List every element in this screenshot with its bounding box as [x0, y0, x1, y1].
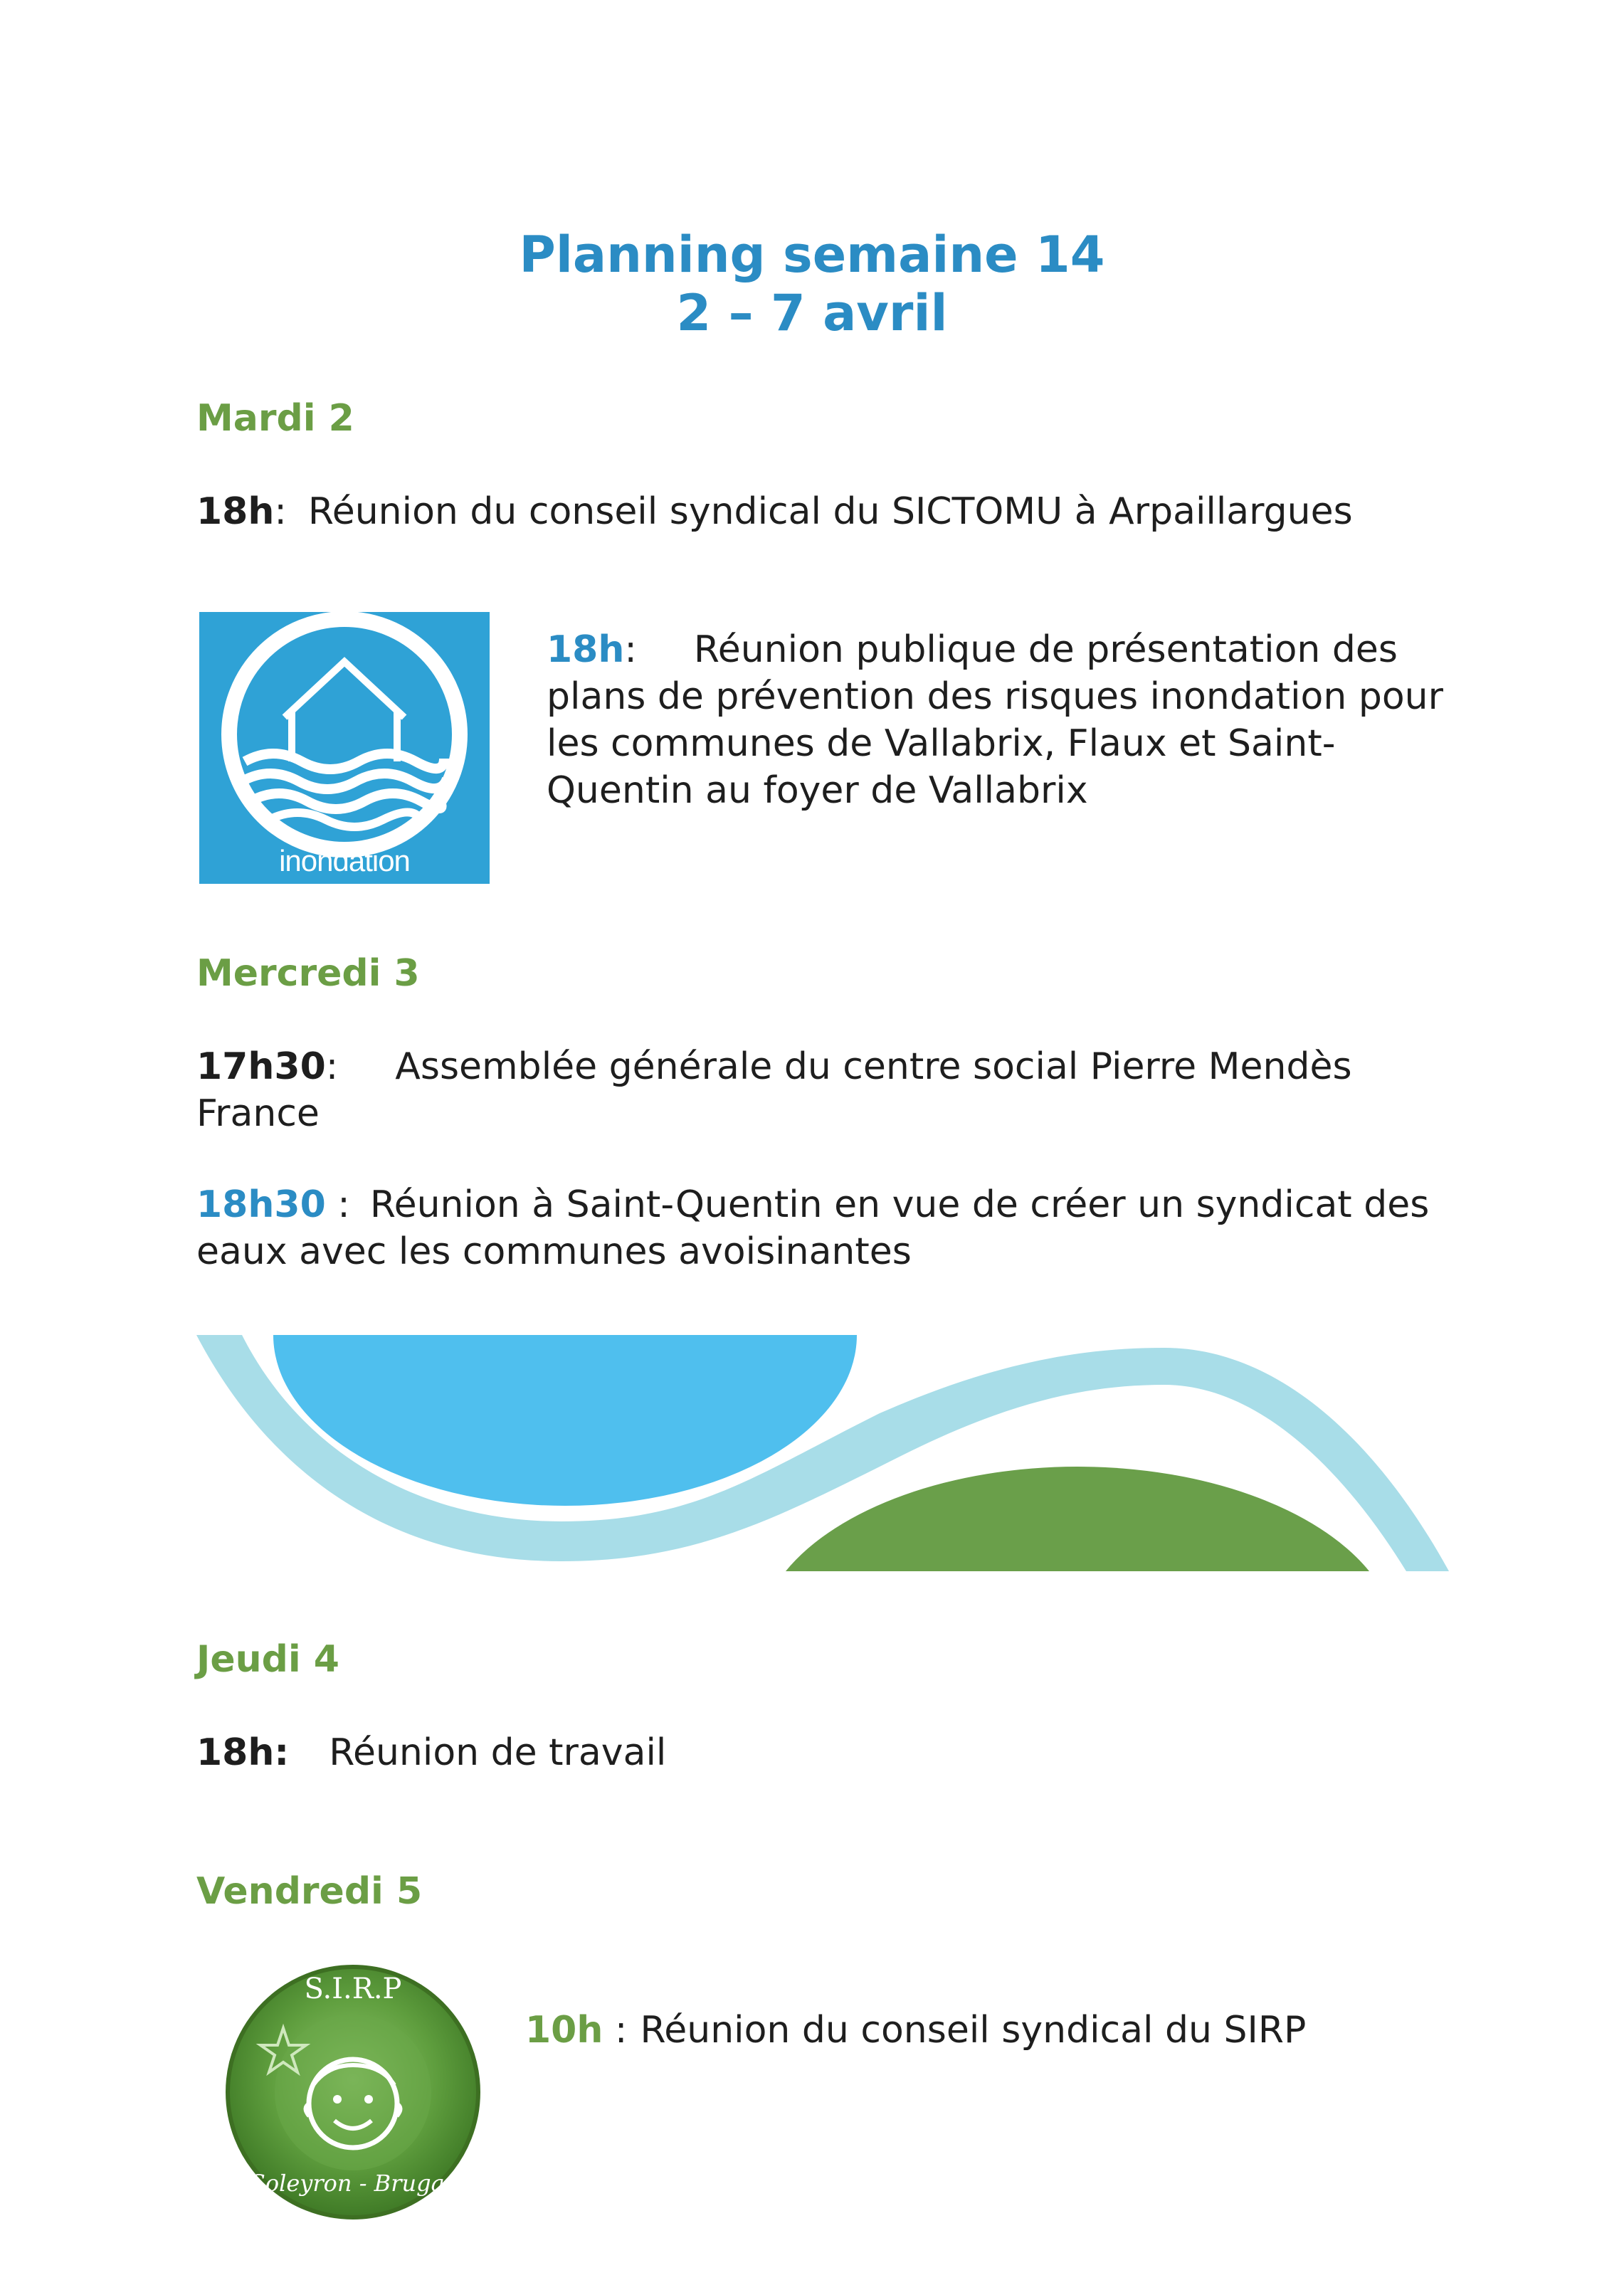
sirp-logo [221, 1958, 485, 2226]
event-mardi-1 [196, 488, 1353, 535]
event-sep: : [603, 2009, 628, 2052]
sirp-top-label: S.I.R.P [304, 1973, 402, 2005]
page-title: Planning semaine 14 [519, 226, 1105, 284]
event-time: 18h [547, 628, 625, 671]
water-syndicate-logo [196, 1335, 1449, 1577]
event-mercredi-2 [196, 1181, 1449, 1275]
event-sep: : [274, 490, 287, 533]
event-text: Réunion du conseil syndical du SICTOMU à Arpaillargues [307, 490, 1353, 533]
event-text: Réunion à Saint-Quentin en vue de créer un syndicat des eaux avec les communes avoisinantes [196, 1183, 1430, 1273]
event-jeudi-1 [196, 1729, 666, 1776]
event-time: 18h: [196, 1731, 290, 1774]
event-mercredi-1 [196, 1043, 1435, 1137]
event-vendredi-1 [525, 2007, 1306, 2054]
day-heading-mardi: Mardi 2 [196, 397, 354, 440]
day-heading-mercredi: Mercredi 3 [196, 952, 420, 995]
event-time: 10h [525, 2009, 603, 2052]
event-time: 18h30 [196, 1183, 326, 1226]
event-sep: : [325, 1045, 339, 1088]
event-text: Réunion de travail [329, 1731, 667, 1774]
event-sep: : [624, 628, 637, 671]
event-sep: : [325, 1183, 350, 1226]
inondation-label: inondation [279, 844, 410, 877]
page-subtitle: 2 – 7 avril [676, 284, 948, 342]
sirp-bottom-label: Soleyron - Brugas [249, 2170, 457, 2197]
water-hill-graphic [196, 1335, 1449, 1577]
event-time: 18h [196, 490, 275, 533]
event-time: 17h30 [196, 1045, 326, 1088]
day-heading-jeudi: Jeudi 4 [196, 1638, 339, 1681]
event-text: Assemblée générale du centre social Pierre Mendès France [196, 1045, 1352, 1135]
inondation-logo [199, 612, 490, 884]
event-mardi-2 [547, 626, 1465, 814]
event-text: Réunion publique de présentation des plans de prévention des risques inondation pour les communes de Vallabrix, Flaux et Saint-Quentin au foyer de Vallabrix [547, 628, 1443, 812]
day-heading-vendredi: Vendredi 5 [196, 1870, 423, 1913]
event-text: Réunion du conseil syndical du SIRP [640, 2009, 1307, 2052]
